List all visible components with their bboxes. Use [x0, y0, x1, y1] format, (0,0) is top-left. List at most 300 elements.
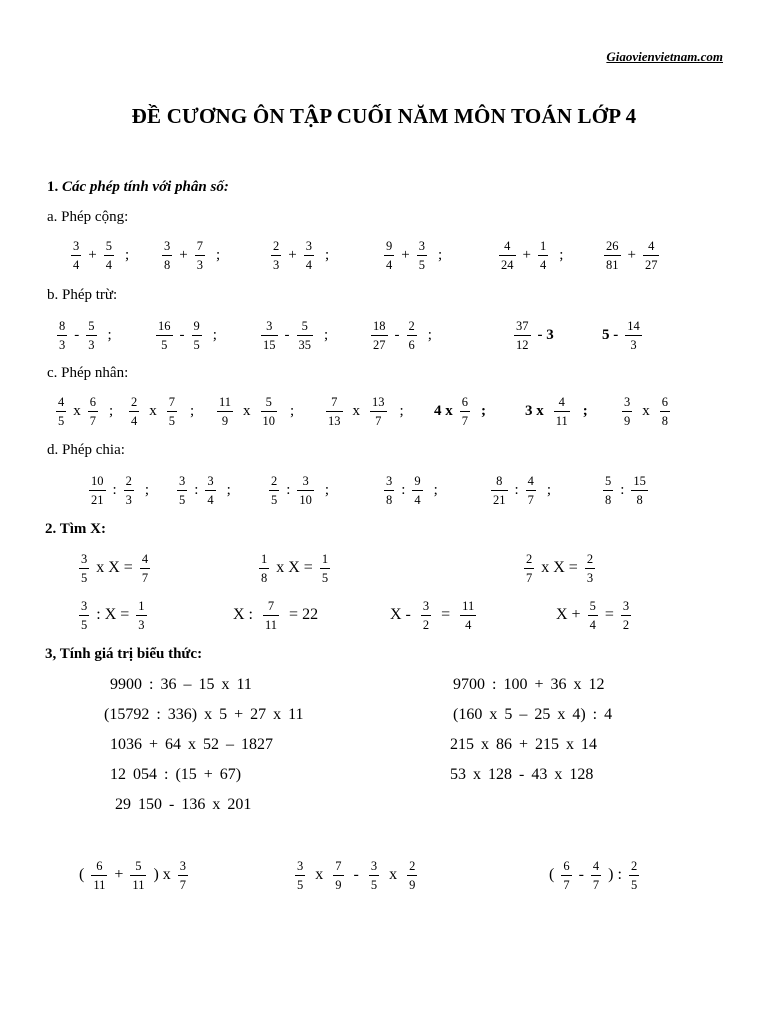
denominator: 13 — [328, 413, 341, 428]
calc-left-3: 1036 + 64 x 52 – 1827 — [110, 736, 274, 753]
denominator: 9 — [624, 413, 631, 428]
fraction — [295, 859, 305, 892]
expression-a-4 — [383, 237, 442, 273]
denominator: 5 — [271, 492, 278, 507]
expression-d-3 — [268, 472, 329, 508]
numerator: 2 — [585, 552, 595, 569]
operator: + — [288, 246, 297, 263]
numerator: 3 — [295, 859, 305, 876]
fraction — [622, 395, 632, 428]
numerator: 3 — [79, 552, 89, 569]
denominator: 21 — [91, 492, 104, 507]
fraction — [588, 599, 598, 632]
separator: ; — [144, 481, 150, 498]
separator: ; — [481, 402, 486, 419]
fraction — [104, 239, 114, 272]
denominator: 4 — [131, 413, 138, 428]
numerator: 2 — [271, 239, 281, 256]
fraction — [178, 859, 188, 892]
operator: + — [522, 246, 531, 263]
denominator: 7 — [141, 570, 149, 585]
operator: x — [389, 866, 398, 883]
operator: + — [114, 866, 124, 883]
fraction — [421, 599, 431, 632]
denominator: 4 — [73, 257, 80, 272]
denominator: 3 — [273, 257, 280, 272]
separator: ; — [212, 326, 217, 343]
fraction — [217, 395, 233, 428]
operator: x — [243, 402, 251, 419]
expression-b-1 — [56, 317, 112, 353]
separator: ; — [109, 402, 114, 419]
separator: ; — [107, 326, 112, 343]
section-2-heading: 2. Tìm X: — [45, 521, 106, 537]
fraction — [369, 859, 379, 892]
numerator: 3 — [205, 474, 215, 491]
denominator: 5 — [418, 257, 425, 272]
numerator: 8 — [491, 474, 508, 491]
operator: - — [284, 326, 290, 343]
denominator: 5 — [168, 413, 175, 428]
numerator: 18 — [371, 319, 388, 336]
fraction — [326, 395, 343, 428]
numerator: 2 — [129, 395, 139, 412]
numerator: 5 — [297, 319, 314, 336]
denominator: 7 — [527, 492, 534, 507]
numerator: 1 — [136, 599, 146, 616]
numerator: 13 — [370, 395, 387, 412]
fraction — [629, 859, 639, 892]
fraction — [603, 474, 613, 507]
operator: : — [401, 481, 406, 498]
fraction — [297, 474, 314, 507]
operator: + — [179, 246, 188, 263]
numerator: 26 — [604, 239, 621, 256]
denominator: 5 — [630, 877, 638, 892]
denominator: 6 — [408, 337, 415, 352]
expression-a-2 — [161, 237, 220, 273]
fraction — [271, 239, 281, 272]
separator: ; — [215, 246, 221, 263]
calc-right-3: 215 x 86 + 215 x 14 — [450, 736, 598, 753]
fraction — [320, 552, 330, 585]
operator: : — [514, 481, 519, 498]
fraction — [412, 474, 422, 507]
operator: 5 - — [602, 326, 619, 343]
numerator: 7 — [263, 599, 279, 616]
expression-b-2 — [155, 317, 217, 353]
operator: x X = — [541, 559, 578, 576]
denominator: 7 — [179, 877, 187, 892]
fraction — [371, 319, 388, 352]
denominator: 9 — [221, 413, 229, 428]
numerator: 15 — [631, 474, 648, 491]
fraction — [177, 474, 187, 507]
fraction — [524, 552, 534, 585]
fraction — [88, 395, 98, 428]
part-b-label: b. Phép trừ: — [47, 287, 118, 303]
operator: ) x — [153, 866, 171, 883]
separator: ; — [399, 402, 404, 419]
fraction — [625, 319, 642, 352]
denominator: 7 — [375, 413, 382, 428]
denominator: 2 — [422, 617, 430, 632]
denominator: 11 — [555, 413, 568, 428]
operator: = 22 — [289, 606, 319, 623]
fraction — [417, 239, 427, 272]
denominator: 3 — [196, 257, 203, 272]
separator: ; — [433, 481, 438, 498]
expression-c-6 — [516, 393, 588, 429]
operator: x — [315, 866, 324, 883]
fraction — [140, 552, 150, 585]
fraction — [631, 474, 648, 507]
numerator: 3 — [384, 474, 394, 491]
denominator: 10 — [299, 492, 312, 507]
find-x-3 — [523, 550, 596, 586]
numerator: 11 — [217, 395, 233, 412]
denominator: 5 — [179, 492, 186, 507]
fraction — [136, 599, 146, 632]
calc-right-1: 9700 : 100 + 36 x 12 — [453, 676, 605, 693]
expression-c-2 — [128, 393, 194, 429]
denominator: 4 — [305, 257, 312, 272]
operator: + — [401, 246, 410, 263]
numerator: 3 — [369, 859, 379, 876]
numerator: 8 — [57, 319, 67, 336]
operator: : — [194, 481, 199, 498]
numerator: 2 — [124, 474, 134, 491]
separator: ; — [324, 326, 329, 343]
fraction-expression-1 — [73, 857, 189, 893]
denominator: 3 — [59, 337, 66, 352]
fraction — [261, 319, 278, 352]
numerator: 5 — [261, 395, 278, 412]
fraction — [460, 599, 476, 632]
denominator: 10 — [262, 413, 276, 428]
fraction — [407, 859, 417, 892]
operator: : — [620, 481, 625, 498]
site-watermark: Giaovienvietnam.com — [606, 49, 723, 64]
fraction — [195, 239, 205, 272]
denominator: 5 — [81, 570, 88, 585]
operator: = — [441, 606, 451, 623]
separator: ; — [324, 481, 330, 498]
denominator: 24 — [501, 257, 514, 272]
numerator: 2 — [407, 859, 417, 876]
numerator: 6 — [561, 859, 571, 876]
denominator: 27 — [644, 257, 658, 272]
fraction — [89, 474, 106, 507]
operator: X - — [390, 606, 411, 623]
numerator: 3 — [162, 239, 172, 256]
expression-d-4 — [383, 472, 438, 508]
find-x-1 — [78, 550, 151, 586]
denominator: 4 — [105, 257, 112, 272]
fraction — [86, 319, 96, 352]
operator: - — [353, 866, 359, 883]
expression-d-6 — [602, 472, 649, 508]
denominator: 21 — [493, 492, 506, 507]
fraction — [269, 474, 279, 507]
operator: 4 x — [434, 402, 453, 419]
numerator: 4 — [591, 859, 601, 876]
numerator: 3 — [178, 859, 188, 876]
denominator: 12 — [516, 337, 529, 352]
denominator: 8 — [164, 257, 171, 272]
numerator: 1 — [538, 239, 548, 256]
denominator: 7 — [592, 877, 600, 892]
fraction — [591, 859, 601, 892]
page-title: ĐỀ CƯƠNG ÔN TẬP CUỐI NĂM MÔN TOÁN LỚP 4 — [131, 104, 637, 128]
operator: : X = — [96, 606, 130, 623]
numerator: 16 — [156, 319, 173, 336]
operator: - — [179, 326, 185, 343]
numerator: 5 — [603, 474, 613, 491]
find-x-4 — [78, 597, 148, 633]
numerator: 3 — [297, 474, 314, 491]
fraction — [162, 239, 172, 272]
numerator: 3 — [421, 599, 431, 616]
denominator: 4 — [589, 617, 596, 632]
numerator: 1 — [259, 552, 269, 569]
denominator: 5 — [370, 877, 378, 892]
expression-d-1 — [88, 472, 149, 508]
fraction — [526, 474, 536, 507]
numerator: 4 — [56, 395, 66, 412]
operator: x — [642, 402, 650, 419]
denominator: 15 — [263, 337, 276, 352]
separator: ; — [427, 326, 432, 343]
denominator: 4 — [539, 257, 547, 272]
numerator: 2 — [629, 859, 639, 876]
expression-b-3 — [260, 317, 328, 353]
fraction — [333, 859, 343, 892]
section-1-title: Các phép tính với phân số: — [62, 179, 229, 195]
fraction — [407, 319, 417, 352]
operator: x — [352, 402, 360, 419]
fraction — [660, 395, 670, 428]
fraction — [491, 474, 508, 507]
calc-left-2: (15792 : 336) x 5 + 27 x 11 — [104, 706, 304, 723]
denominator: 81 — [606, 257, 619, 272]
operator: + — [88, 246, 97, 263]
fraction — [297, 319, 314, 352]
denominator: 11 — [265, 617, 278, 632]
operator: = — [604, 606, 614, 623]
numerator: 37 — [514, 319, 531, 336]
denominator: 7 — [526, 570, 533, 585]
find-x-2 — [258, 550, 331, 586]
expression-c-1 — [55, 393, 113, 429]
operator: - 3 — [537, 326, 554, 343]
fraction — [124, 474, 134, 507]
denominator: 7 — [461, 413, 468, 428]
fraction — [192, 319, 202, 352]
numerator: 6 — [88, 395, 98, 412]
separator: ; — [437, 246, 443, 263]
numerator: 3 — [622, 395, 632, 412]
operator: x X = — [96, 559, 133, 576]
calc-right-4: 53 x 128 - 43 x 128 — [450, 766, 594, 783]
fraction — [304, 239, 314, 272]
operator: X : — [233, 606, 253, 623]
separator: ; — [290, 402, 295, 419]
numerator: 3 — [71, 239, 81, 256]
fraction — [370, 395, 387, 428]
fraction — [263, 599, 279, 632]
numerator: 9 — [384, 239, 394, 256]
separator: ; — [324, 246, 330, 263]
denominator: 7 — [89, 413, 96, 428]
expression-c-4 — [325, 393, 404, 429]
find-x-7 — [550, 597, 632, 633]
fraction — [79, 599, 89, 632]
denominator: 35 — [298, 337, 311, 352]
numerator: 4 — [526, 474, 536, 491]
denominator: 3 — [125, 492, 132, 507]
fraction — [561, 859, 571, 892]
denominator: 27 — [373, 337, 386, 352]
fraction — [91, 859, 107, 892]
numerator: 7 — [167, 395, 177, 412]
numerator: 9 — [412, 474, 422, 491]
numerator: 3 — [177, 474, 187, 491]
fraction — [499, 239, 516, 272]
numerator: 14 — [625, 319, 642, 336]
fraction — [167, 395, 177, 428]
expression-a-5 — [498, 237, 563, 273]
denominator: 4 — [386, 257, 393, 272]
denominator: 8 — [261, 570, 268, 585]
calc-left-4: 12 054 : (15 + 67) — [110, 766, 242, 783]
numerator: 6 — [91, 859, 107, 876]
numerator: 4 — [643, 239, 660, 256]
fraction — [130, 859, 146, 892]
fraction — [205, 474, 215, 507]
operator: 3 x — [525, 402, 544, 419]
denominator: 11 — [132, 877, 145, 892]
denominator: 3 — [630, 337, 637, 352]
operator: x X = — [276, 559, 313, 576]
numerator: 5 — [130, 859, 146, 876]
expression-d-5 — [490, 472, 551, 508]
operator: : — [286, 481, 291, 498]
denominator: 3 — [138, 617, 145, 632]
denominator: 9 — [409, 877, 416, 892]
denominator: 11 — [93, 877, 106, 892]
expression-b-6 — [596, 317, 643, 353]
denominator: 8 — [605, 492, 612, 507]
expression-b-4 — [370, 317, 432, 353]
fraction — [129, 395, 139, 428]
separator: ; — [226, 481, 231, 498]
denominator: 4 — [207, 492, 214, 507]
separator: ; — [190, 402, 195, 419]
fraction — [384, 474, 394, 507]
numerator: 6 — [460, 395, 470, 412]
fraction — [57, 319, 67, 352]
numerator: 4 — [499, 239, 516, 256]
fraction — [643, 239, 660, 272]
denominator: 8 — [386, 492, 393, 507]
section-3-heading: 3, Tính giá trị biểu thức: — [45, 646, 203, 662]
fraction — [604, 239, 621, 272]
section-1-number: 1. — [47, 179, 59, 195]
denominator: 4 — [465, 617, 472, 632]
numerator: 6 — [660, 395, 670, 412]
numerator: 2 — [524, 552, 534, 569]
operator: - — [74, 326, 80, 343]
denominator: 7 — [563, 877, 570, 892]
separator: ; — [546, 481, 552, 498]
expression-c-5 — [428, 393, 486, 429]
operator: x — [73, 402, 81, 419]
fraction — [156, 319, 173, 352]
numerator: 5 — [86, 319, 96, 336]
operator: ( — [79, 866, 85, 883]
fraction-expression-3 — [543, 857, 640, 893]
operator: X + — [556, 606, 581, 623]
fraction — [71, 239, 81, 272]
separator: ; — [559, 246, 564, 263]
calc-left-5: 29 150 - 136 x 201 — [115, 796, 252, 813]
operator: ( — [549, 866, 555, 883]
section-1-heading — [47, 179, 229, 196]
numerator: 2 — [407, 319, 417, 336]
fraction — [56, 395, 66, 428]
numerator: 7 — [326, 395, 343, 412]
expression-c-7 — [621, 393, 671, 429]
fraction — [79, 552, 89, 585]
fraction — [514, 319, 531, 352]
fraction-expression-2 — [294, 857, 418, 893]
numerator: 9 — [192, 319, 202, 336]
numerator: 4 — [140, 552, 150, 569]
fraction — [261, 395, 278, 428]
denominator: 5 — [321, 570, 329, 585]
numerator: 1 — [320, 552, 330, 569]
numerator: 3 — [621, 599, 631, 616]
expression-a-6 — [603, 237, 660, 273]
operator: + — [627, 246, 636, 263]
numerator: 3 — [417, 239, 427, 256]
fraction — [538, 239, 548, 272]
numerator: 7 — [195, 239, 205, 256]
denominator: 8 — [636, 492, 643, 507]
fraction — [554, 395, 570, 428]
denominator: 9 — [335, 877, 342, 892]
calc-left-1: 9900 : 36 – 15 x 11 — [110, 676, 252, 693]
part-a-label: a. Phép cộng: — [47, 209, 129, 225]
denominator: 5 — [81, 617, 88, 632]
fraction — [585, 552, 595, 585]
denominator: 3 — [88, 337, 95, 352]
separator: ; — [124, 246, 130, 263]
fraction — [460, 395, 470, 428]
part-d-label: d. Phép chia: — [47, 442, 125, 458]
expression-c-3 — [216, 393, 294, 429]
separator: ; — [582, 402, 588, 419]
denominator: 5 — [193, 337, 200, 352]
fraction — [621, 599, 631, 632]
numerator: 10 — [89, 474, 106, 491]
numerator: 7 — [333, 859, 343, 876]
numerator: 2 — [269, 474, 279, 491]
denominator: 5 — [161, 337, 168, 352]
numerator: 3 — [261, 319, 278, 336]
expression-d-2 — [176, 472, 231, 508]
